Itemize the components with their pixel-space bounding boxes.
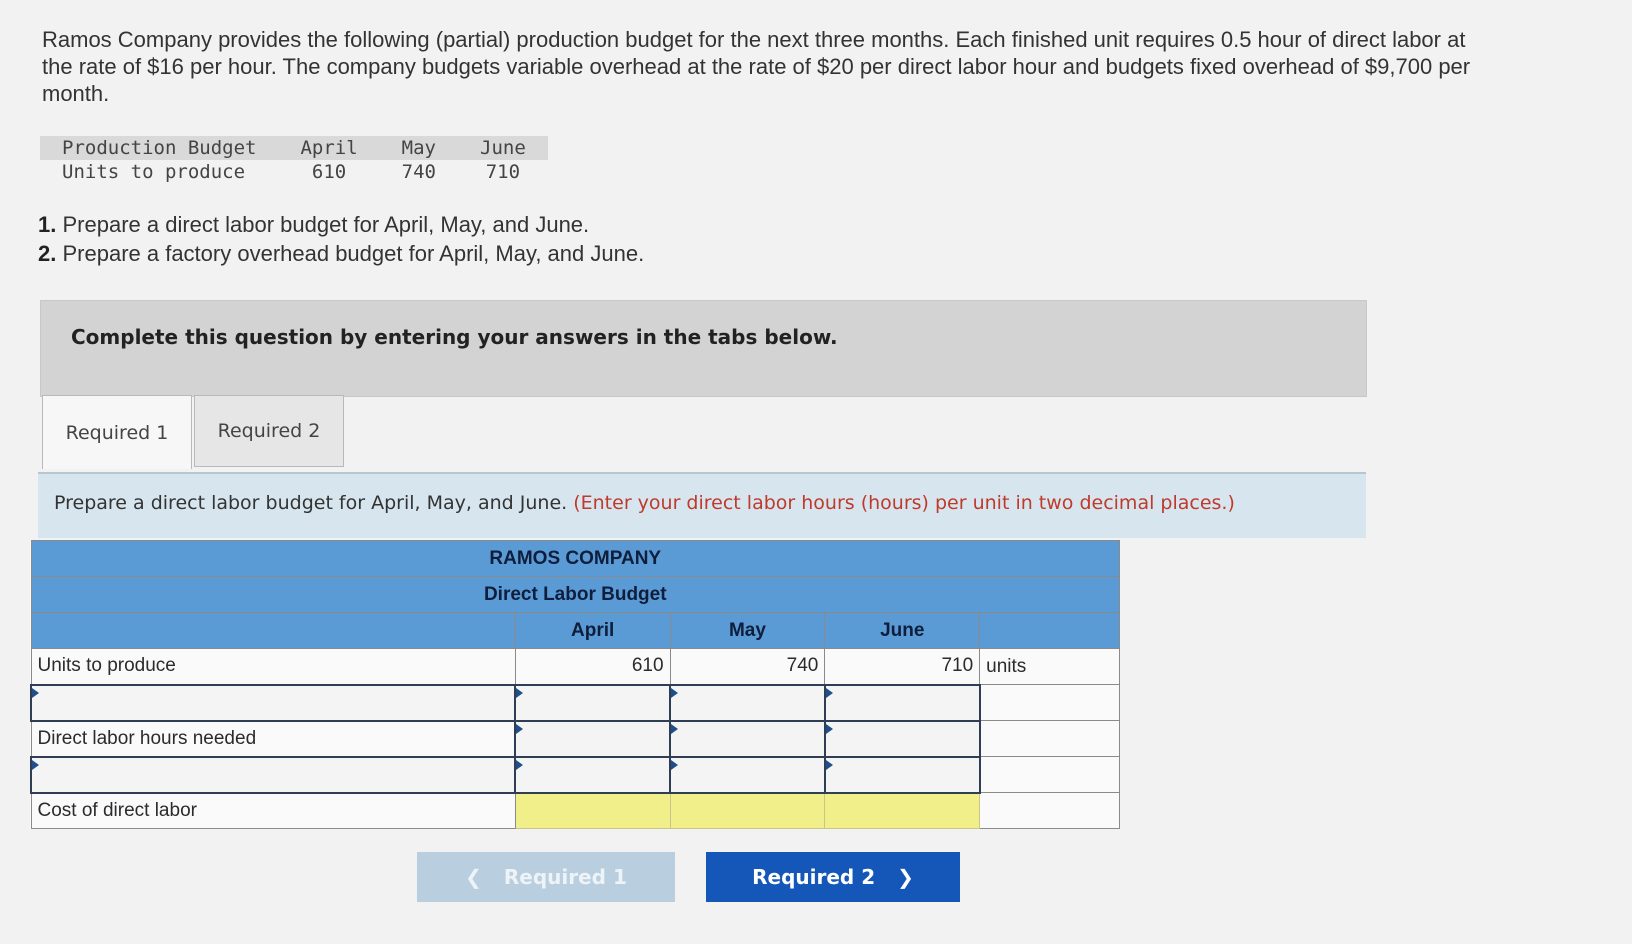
month-may: May <box>380 136 458 160</box>
banner-text: Complete this question by entering your answers in the tabs below. <box>71 325 838 349</box>
chevron-right-icon: ❯ <box>897 865 914 889</box>
next-button[interactable] <box>706 852 960 902</box>
instruction-note: (Enter your direct labor hours (hours) per unit in two decimal places.) <box>573 492 1235 514</box>
instruction-text: Prepare a direct labor budget for April, May, and June. <box>54 492 568 514</box>
units-to-produce-label: Units to produce <box>62 161 246 183</box>
row2-label-dropdown[interactable] <box>31 685 515 721</box>
row4-june-input[interactable] <box>825 757 980 793</box>
month-june: June <box>458 136 548 160</box>
cost-june-output <box>825 793 980 829</box>
instruction-bar <box>38 472 1366 538</box>
production-budget-table <box>40 136 548 184</box>
units-may: 740 <box>401 161 436 183</box>
company-name: RAMOS COMPANY <box>31 541 1120 577</box>
tab-required-2[interactable]: Required 2 <box>194 395 344 467</box>
previous-button[interactable] <box>417 852 675 902</box>
units-april-value: 610 <box>515 649 670 685</box>
instructions-banner <box>40 300 1367 397</box>
chevron-left-icon: ❮ <box>465 865 482 889</box>
header-units-blank <box>980 613 1120 649</box>
cost-blank <box>980 793 1120 829</box>
units-june-value: 710 <box>825 649 980 685</box>
production-budget-title: Production Budget <box>40 136 278 160</box>
row2-june-input[interactable] <box>825 685 980 721</box>
header-may: May <box>670 613 825 649</box>
hours-april-input[interactable] <box>515 721 670 757</box>
hours-may-input[interactable] <box>670 721 825 757</box>
units-suffix: units <box>980 649 1120 685</box>
units-june: 710 <box>485 161 521 183</box>
row4-may-input[interactable] <box>670 757 825 793</box>
row2-april-input[interactable] <box>515 685 670 721</box>
row4-april-input[interactable] <box>515 757 670 793</box>
hours-june-input[interactable] <box>825 721 980 757</box>
task-item: 2. Prepare a factory overhead budget for April, May, and June. <box>38 241 645 266</box>
task-list <box>38 210 644 268</box>
hours-blank <box>980 721 1120 757</box>
row4-label-dropdown[interactable] <box>31 757 515 793</box>
row2-may-input[interactable] <box>670 685 825 721</box>
row4-blank <box>980 757 1120 793</box>
task-item: 1. Prepare a direct labor budget for April, May, and June. <box>38 212 590 237</box>
row2-blank <box>980 685 1120 721</box>
units-april: 610 <box>311 161 347 183</box>
tab-required-1[interactable]: Required 1 <box>42 395 192 469</box>
units-may-value: 740 <box>670 649 825 685</box>
header-april: April <box>515 613 670 649</box>
cost-april-output <box>515 793 670 829</box>
cost-may-output <box>670 793 825 829</box>
month-april: April <box>278 136 379 160</box>
previous-button-label: Required 1 <box>503 865 627 889</box>
header-blank <box>31 613 515 649</box>
hours-row-label: Direct labor hours needed <box>31 721 515 757</box>
budget-title: Direct Labor Budget <box>31 577 1120 613</box>
problem-intro: Ramos Company provides the following (partial) production budget for the next three months. Each finished unit requires 0.5 hour of direct labor at the rate of $16 per hour. The company budgets variable overhead at the rate of $20 per direct labor hour and budgets fixed overhead of $9,700 per month. <box>42 27 1471 106</box>
next-button-label: Required 2 <box>752 865 876 889</box>
units-row-label: Units to produce <box>31 649 515 685</box>
cost-row-label: Cost of direct labor <box>31 793 515 829</box>
direct-labor-budget-table <box>30 540 1120 829</box>
header-june: June <box>825 613 980 649</box>
